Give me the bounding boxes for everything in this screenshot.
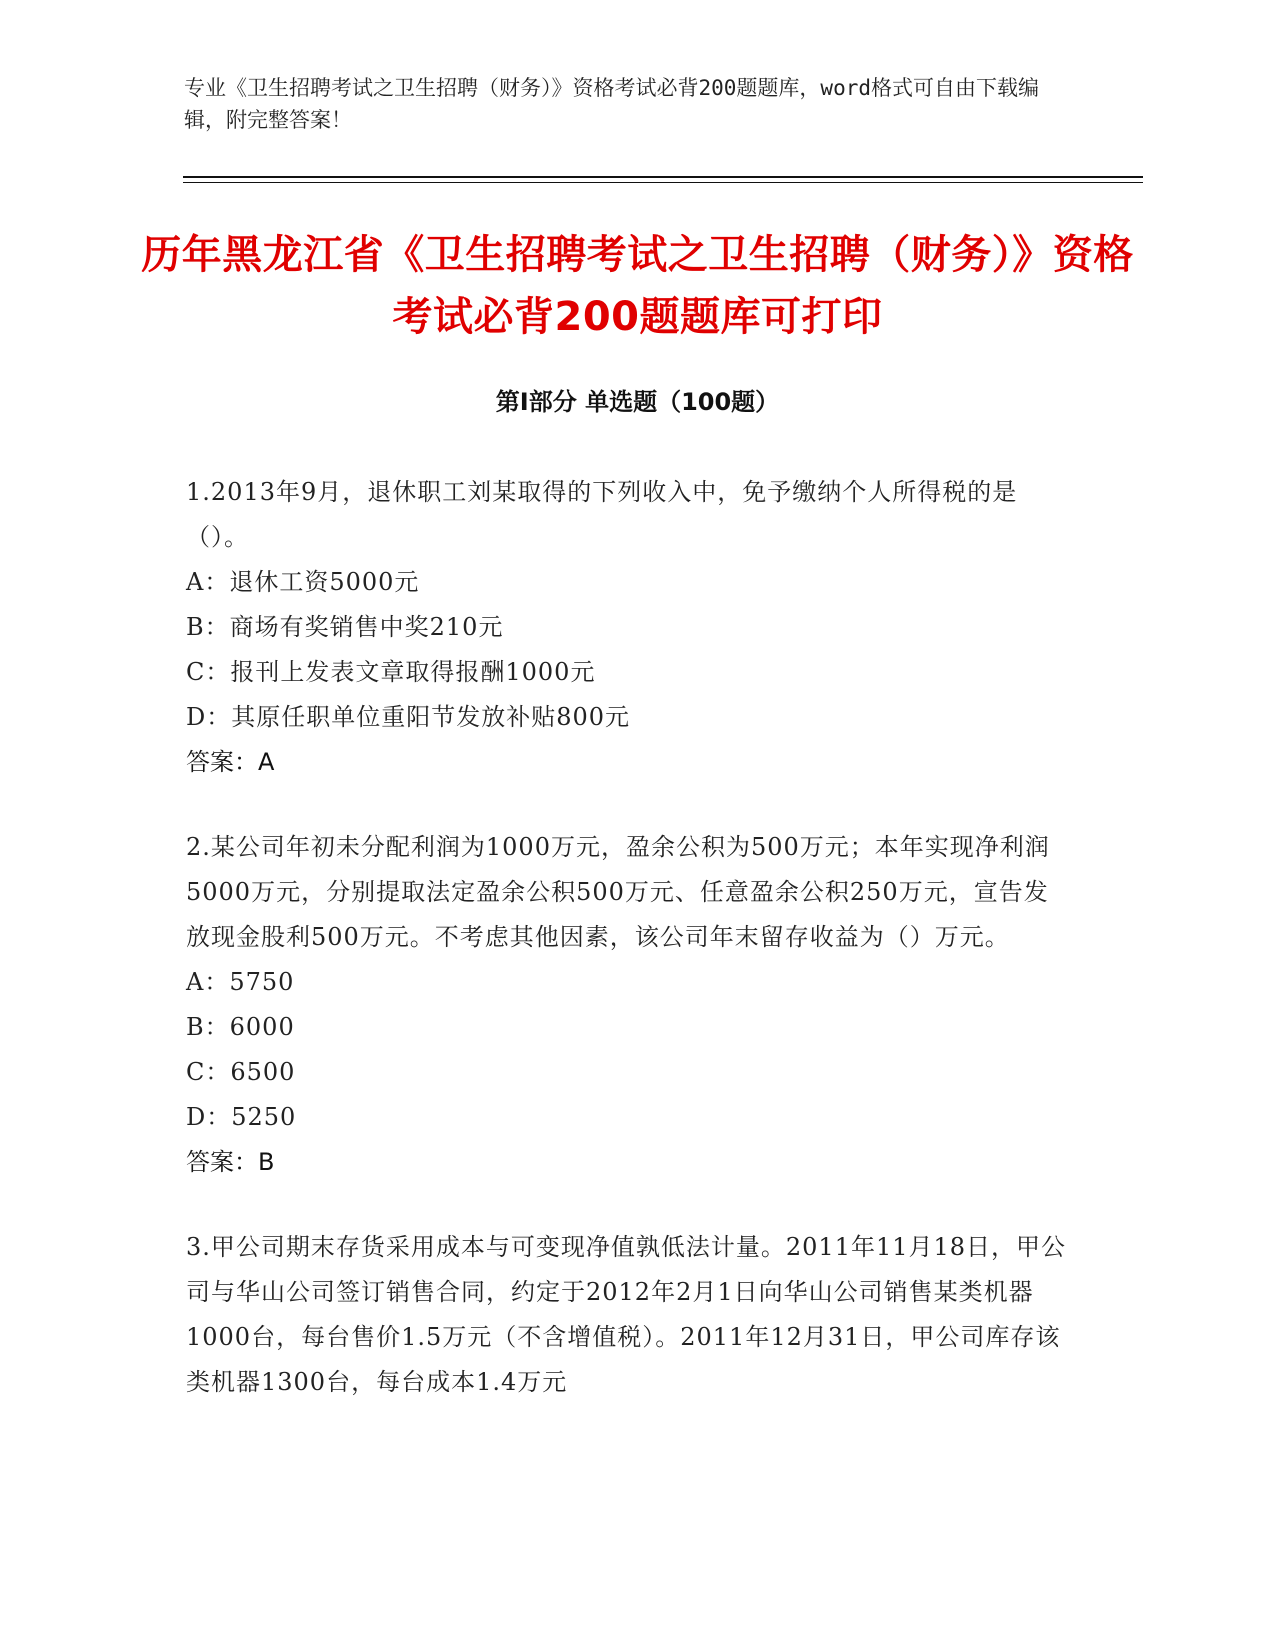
question-list: [186, 470, 1071, 1445]
option-b: B：6000: [186, 1013, 295, 1041]
header-rule-thin: [183, 182, 1143, 183]
section-heading: 第I部分 单选题（100题）: [495, 388, 780, 416]
question-1: [186, 470, 1071, 785]
header-note: 专业《卫生招聘考试之卫生招聘（财务）》资格考试必背200题题库，word格式可自由下载编辑，附完整答案！: [184, 76, 1039, 132]
option-d: D：其原任职单位重阳节发放补贴800元: [186, 703, 631, 731]
option-d: D：5250: [186, 1103, 297, 1131]
question-2: [186, 825, 1071, 1185]
header-rule-thick: [183, 176, 1143, 178]
document-title: 历年黑龙江省《卫生招聘考试之卫生招聘（财务）》资格考试必背200题题库可打印: [141, 232, 1134, 340]
option-c: C：6500: [186, 1058, 296, 1086]
question-3: [186, 1225, 1071, 1405]
question-stem: 1.2013年9月，退休职工刘某取得的下列收入中，免予缴纳个人所得税的是（）。: [186, 478, 1018, 551]
answer-line: 答案：A: [186, 748, 275, 776]
option-a: A：退休工资5000元: [186, 568, 420, 596]
option-b: B：商场有奖销售中奖210元: [186, 613, 504, 641]
question-stem: 3.甲公司期末存货采用成本与可变现净值孰低法计量。2011年11月18日，甲公司与华山公司签订销售合同，约定于2012年2月1日向华山公司销售某类机器1000台，每台售价1.5万元（不含增值税）。2011年12月31日，甲公司库存该类机器1300台，每台成本1.4万元: [186, 1233, 1067, 1396]
answer-line: 答案：B: [186, 1148, 275, 1176]
question-stem: 2.某公司年初未分配利润为1000万元，盈余公积为500万元；本年实现净利润5000万元，分别提取法定盈余公积500万元、任意盈余公积250万元，宣告发放现金股利500万元。不考虑其他因素，该公司年末留存收益为（）万元。: [186, 833, 1050, 951]
option-c: C：报刊上发表文章取得报酬1000元: [186, 658, 596, 686]
option-a: A：5750: [186, 968, 295, 996]
